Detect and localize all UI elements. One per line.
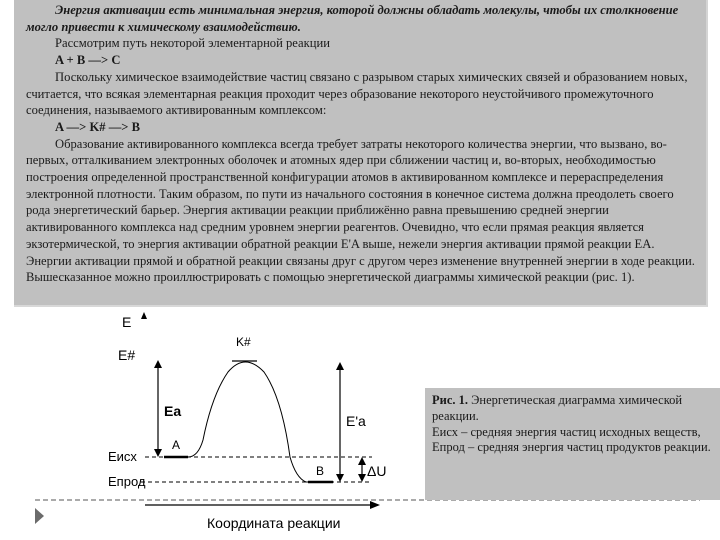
a-label: A bbox=[172, 438, 181, 452]
ea-prime-label: E'а bbox=[346, 413, 366, 429]
x-axis-label: Координата реакции bbox=[207, 515, 341, 531]
ea-label: Eа bbox=[164, 403, 182, 419]
x-axis-arrow-icon bbox=[370, 501, 380, 509]
caption-e-prod: Eпрод – средняя энергия частиц продуктов реакции. bbox=[432, 440, 711, 455]
y-axis-arrow-icon bbox=[141, 312, 147, 319]
play-arrow-icon[interactable] bbox=[35, 508, 44, 524]
delta-u-label: ΔU bbox=[367, 463, 387, 479]
y-axis-label: E bbox=[122, 314, 132, 330]
energy-barrier-paragraph: Образование активированного комплекса всегда требует затраты некоторого количества энергии, что вызвано, во-первых, отталкиванием электронных оболочек и атомных ядер при сближении частиц и, во-вторых, необходимостью построения определенной пространственной конфигурации атомов в активированном комплексе и перераспределения электронной плотности. Таким образом, по пути из начального состояния в конечное система должна преодолеть своего рода энергетический барьер. Энергия активации реакции приближённо равна превышению средней энергии активированного комплекса над средним уровнем энергии реагентов. Очевидно, что если прямая реакция является экзотермической, то энергия активации обратной реакции E'A выше, нежели энергия активации прямой реакции EA. Энергии активации прямой и обратной реакции связаны друг с другом через изменение внутренней энергии в ходе реакции. Вышесказанное можно проиллюстрировать с помощью энергетической диаграммы химической реакции (рис. 1). bbox=[26, 136, 695, 285]
definition-paragraph: Энергия активации есть минимальная энергия, которой должны обладать молекулы, чтобы их столкновение могло привести к химическому взаимодействию. bbox=[26, 3, 679, 34]
caption-title: Энергетическая диаграмма химической реакции. bbox=[432, 393, 683, 423]
reaction-equation-1: A + B —> C bbox=[55, 53, 121, 68]
figure-caption bbox=[425, 388, 720, 500]
caption-figure-number: Рис. 1. bbox=[432, 393, 469, 407]
e-isx-label: Eисх bbox=[108, 449, 137, 464]
consider-line: Рассмотрим путь некоторой элементарной реакции bbox=[55, 36, 330, 51]
e-prod-label: Eпрод bbox=[108, 474, 146, 489]
complex-label: K# bbox=[236, 335, 251, 349]
activated-complex-paragraph: Поскольку химическое взаимодействие частиц связано с разрывом старых химических связей и образованием новых, считается, что всякая элементарная реакция проходит через образование некоторого неустойчивого промежуточного соединения, называемого активированным комплексом: bbox=[26, 69, 688, 118]
reaction-equation-2: A —> K# —> B bbox=[55, 119, 141, 134]
b-label: B bbox=[316, 464, 325, 478]
reaction-energy-curve bbox=[164, 362, 332, 482]
e-hash-label: E# bbox=[118, 347, 136, 363]
main-text-block bbox=[14, 0, 708, 307]
caption-e-isx: Eисх – средняя энергия частиц исходных веществ, bbox=[432, 424, 701, 439]
